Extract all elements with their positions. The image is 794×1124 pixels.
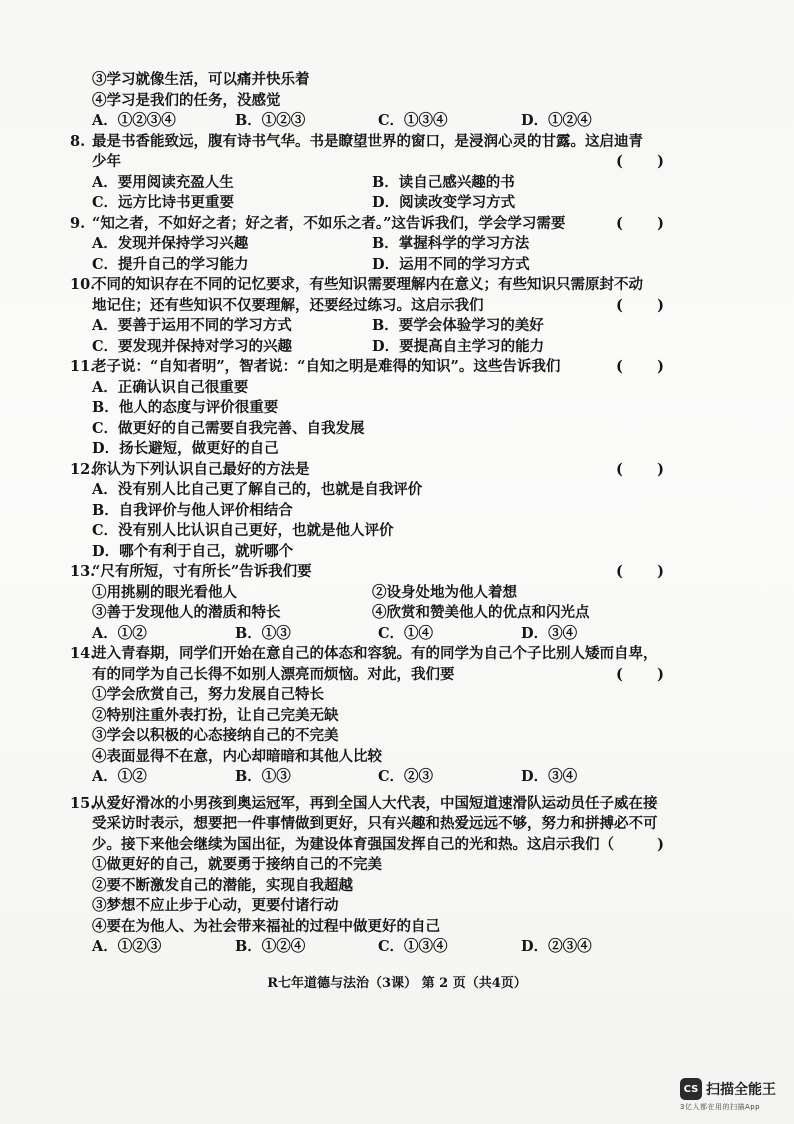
choice-d: D．扬长避短，做更好的自己 bbox=[92, 440, 279, 457]
q8-choices-row-2 bbox=[92, 193, 690, 214]
choice-d: D．①②④ bbox=[521, 112, 592, 129]
choice-a: A．正确认识自己很重要 bbox=[92, 378, 249, 396]
question-number: 9. bbox=[70, 214, 86, 232]
statement-1: ①做更好的自己，就要勇于接纳自己的不完美 bbox=[92, 856, 382, 873]
watermark-name: 扫描全能王 bbox=[706, 1082, 776, 1098]
q8-stem-line-2: 少年 ( ) bbox=[92, 152, 690, 173]
q13-statements-row-2 bbox=[92, 603, 690, 624]
choice-b: B．掌握科学的学习方法 bbox=[372, 235, 530, 252]
q14-stem-line-2: 有的同学为自己长得不如别人漂亮而烦恼。对此，我们要 ( ) bbox=[92, 665, 690, 686]
question-number: 12. bbox=[70, 460, 96, 478]
choice-d: D．③④ bbox=[521, 768, 578, 785]
choice-c: C．要发现并保持对学习的兴趣 bbox=[92, 337, 293, 355]
choice-c: C．①③④ bbox=[378, 938, 448, 955]
q10-stem-line-2: 地记住；还有些知识不仅要理解，还要经过练习。这启示我们 ( ) bbox=[92, 296, 690, 317]
choice-b: B．要学会体验学习的美好 bbox=[372, 317, 544, 334]
question-number: 11. bbox=[70, 358, 96, 375]
page-footer: R七年道德与法治（3课） 第 2 页（共4页） bbox=[267, 976, 527, 991]
question-number: 15. bbox=[70, 794, 96, 812]
statement-1: ①学会欣赏自己，努力发展自己特长 bbox=[92, 686, 324, 703]
q15-stem-line-2: 受采访时表示，想要把一件事情做到更好，只有兴趣和热爱远远不够，努力和拼搏必不可 bbox=[92, 815, 658, 832]
answer-paren: ) bbox=[657, 835, 664, 853]
question-number: 10. bbox=[70, 276, 96, 293]
answer-paren: ( ) bbox=[616, 214, 664, 232]
statement-3: ③学会以积极的心态接纳自己的不完美 bbox=[92, 727, 339, 744]
q15-stem-line-3: 少。接下来他会继续为国出征，为建设体育强国发挥自己的光和热。这启示我们（ ) bbox=[92, 835, 690, 856]
q15-stem-line-1: 15.从爱好滑冰的小男孩到奥运冠军，再到全国人大代表，中国短道速滑队运动员任子威在接 bbox=[92, 794, 690, 815]
choice-d: D．运用不同的学习方式 bbox=[372, 255, 530, 273]
answer-paren: ( ) bbox=[616, 358, 664, 375]
statement-2: ②要不断激发自己的潜能，实现自我超越 bbox=[92, 876, 353, 894]
choice-c: C．没有别人比认识自己更好，也就是他人评价 bbox=[92, 522, 394, 539]
q7-choices bbox=[92, 111, 690, 132]
statement-2: ②特别注重外表打扮，让自己完美无缺 bbox=[92, 706, 339, 724]
choice-c: C．提升自己的学习能力 bbox=[92, 255, 249, 273]
statement-4: ④要在为他人、为社会带来福祉的过程中做更好的自己 bbox=[92, 917, 440, 935]
choice-d: D．③④ bbox=[521, 624, 578, 642]
choice-c: C．②③ bbox=[378, 768, 434, 785]
choice-b: B．他人的态度与评价很重要 bbox=[92, 399, 279, 416]
statement-4: ④欣赏和赞美他人的优点和闪光点 bbox=[372, 604, 590, 621]
choice-d: D．哪个有利于自己，就听哪个 bbox=[92, 542, 294, 560]
q14-choices bbox=[92, 767, 690, 788]
statement-3: ③梦想不应止步于心动，更要付诸行动 bbox=[92, 897, 339, 914]
choice-b: B．自我评价与他人评价相结合 bbox=[92, 501, 293, 519]
choice-c: C．①③④ bbox=[378, 112, 448, 129]
choice-b: B．①③ bbox=[235, 768, 291, 785]
q12-stem: 12.你认为下列认识自己最好的方法是 ( ) bbox=[92, 460, 690, 481]
answer-paren: ( ) bbox=[616, 665, 664, 683]
answer-paren: ( ) bbox=[616, 460, 664, 478]
q11-stem: 11.老子说：“自知者明”，智者说：“自知之明是难得的知识”。这些告诉我们 ( ) bbox=[92, 357, 690, 378]
choice-d: D．阅读改变学习方式 bbox=[372, 194, 516, 211]
q9-stem: 9. “知之者，不如好之者；好之者，不如乐之者。”这告诉我们，学会学习需要 ( ) bbox=[92, 214, 690, 235]
q15-choices bbox=[92, 937, 690, 958]
choice-b: B．读自己感兴趣的书 bbox=[372, 173, 515, 191]
q7-option-3: ③学习就像生活，可以痛并快乐着 bbox=[92, 71, 310, 88]
q8-choices-row-1 bbox=[92, 173, 690, 194]
choice-a: A．①②③ bbox=[92, 938, 162, 955]
camscanner-logo-icon: CS bbox=[680, 1078, 702, 1100]
scanner-watermark bbox=[680, 1078, 776, 1112]
statement-3: ③善于发现他人的潜质和特长 bbox=[92, 604, 281, 621]
question-number: 13. bbox=[70, 563, 96, 580]
watermark-tagline: 3亿人都在用的扫描App bbox=[680, 1103, 761, 1111]
choice-b: B．①②③ bbox=[235, 112, 306, 129]
q14-stem-line-1: 14.进入青春期，同学们开始在意自己的体态和容貌。有的同学为自己个子比别人矮而自卑， bbox=[92, 644, 690, 665]
answer-paren: ( ) bbox=[616, 563, 664, 580]
q10-stem-line-1: 10.不同的知识存在不同的记忆要求，有些知识需要理解内在意义；有些知识只需原封不动 bbox=[92, 275, 690, 296]
q9-choices-row-2 bbox=[92, 255, 690, 276]
q10-choices-row-2 bbox=[92, 337, 690, 358]
choice-a: A．①② bbox=[92, 624, 147, 642]
choice-b: B．①②④ bbox=[235, 938, 306, 955]
q7-option-4: ④学习是我们的任务，没感觉 bbox=[92, 91, 281, 109]
q9-choices-row-1 bbox=[92, 234, 690, 255]
choice-d: D．②③④ bbox=[521, 938, 592, 955]
statement-4: ④表面显得不在意，内心却暗暗和其他人比较 bbox=[92, 747, 382, 765]
choice-a: A．要善于运用不同的学习方式 bbox=[92, 317, 292, 334]
statement-1: ①用挑剔的眼光看他人 bbox=[92, 583, 237, 601]
choice-b: B．①③ bbox=[235, 624, 291, 642]
choice-a: A．①②③④ bbox=[92, 112, 176, 129]
q13-choices bbox=[92, 624, 690, 645]
choice-a: A．没有别人比自己更了解自己的，也就是自我评价 bbox=[92, 481, 423, 498]
answer-paren: ( ) bbox=[616, 296, 664, 314]
choice-c: C．①④ bbox=[378, 624, 434, 642]
choice-a: A．要用阅读充盈人生 bbox=[92, 173, 234, 191]
choice-c: C．做更好的自己需要自我完善、自我发展 bbox=[92, 419, 365, 437]
question-number: 14. bbox=[70, 645, 96, 662]
choice-c: C．远方比诗书更重要 bbox=[92, 194, 235, 211]
answer-paren: ( ) bbox=[616, 153, 664, 170]
q10-choices-row-1 bbox=[92, 316, 690, 337]
q8-stem-line-1: 8. 最是书香能致远，腹有诗书气华。书是瞭望世界的窗口，是浸润心灵的甘露。这启迪青 bbox=[92, 132, 690, 153]
q13-statements-row-1 bbox=[92, 583, 690, 604]
q13-stem: 13.“尺有所短，寸有所长”告诉我们要 ( ) bbox=[92, 562, 690, 583]
question-number: 8. bbox=[70, 132, 86, 150]
exam-content bbox=[70, 70, 690, 958]
choice-a: A．①② bbox=[92, 768, 147, 785]
choice-d: D．要提高自主学习的能力 bbox=[372, 337, 545, 355]
choice-a: A．发现并保持学习兴趣 bbox=[92, 235, 249, 252]
statement-2: ②设身处地为他人着想 bbox=[372, 583, 517, 601]
